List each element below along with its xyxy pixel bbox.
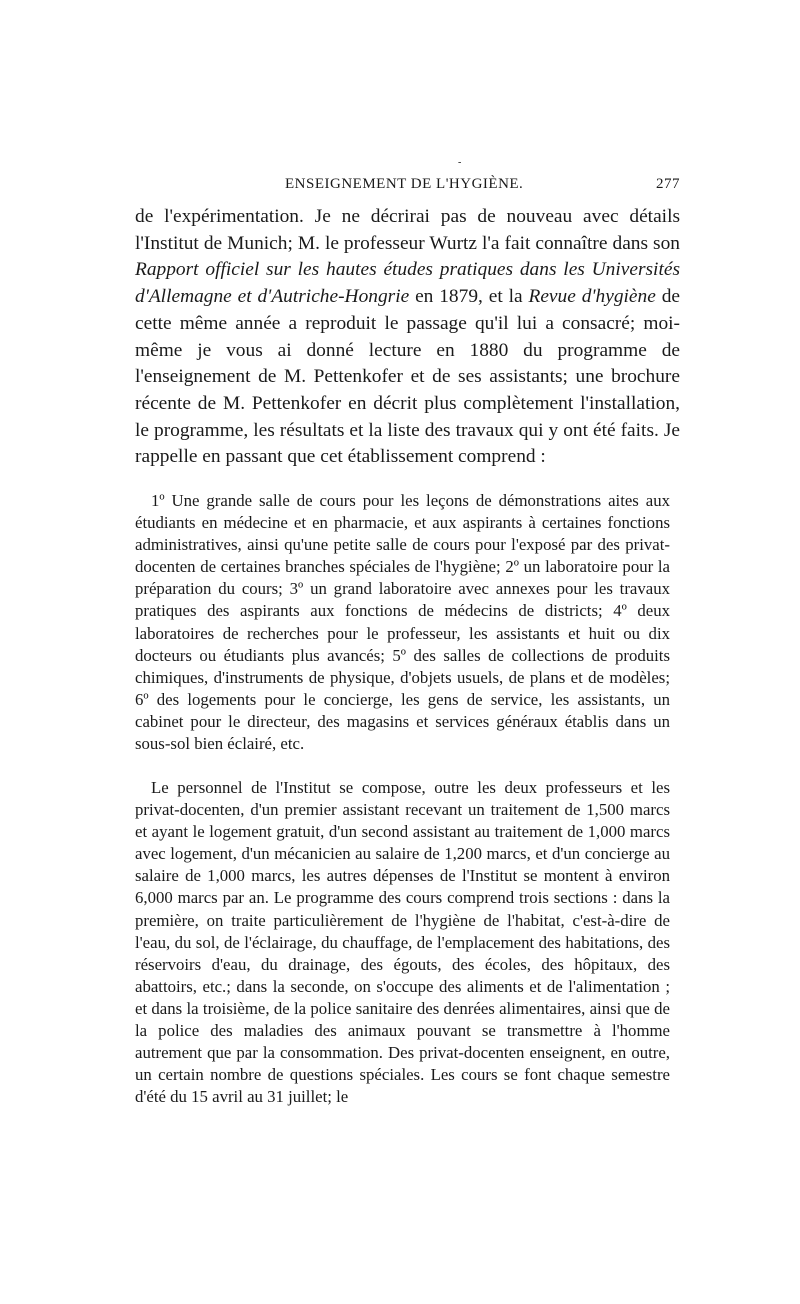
p1-italic-revue-title: Revue d'hygiène xyxy=(528,286,656,308)
top-mark: - xyxy=(458,157,462,168)
running-header xyxy=(135,176,680,198)
paragraph-list-rooms: 1º Une grande salle de cours pour les leçons de démonstrations aites aux étudiants en médecine et en pharmacie, et aux aspirants à certaines fonctions administratives, ainsi qu'une petite salle de cours pour l'exposé par des privat-docenten de certaines branches spéciales de l'hygiène; 2º un laboratoire pour la préparation du cours; 3º un grand laboratoire avec annexes pour les travaux pratiques des aspirants aux fonctions de médecins de districts; 4º deux laboratoires de recherches pour le professeur, les assistants et huit ou dix docteurs ou étudiants plus avancés; 5º des salles de collections de produits chimiques, d'instruments de physique, d'objets usuels, de plans et de modèles; 6º des logements pour le concierge, les gens de service, les assistants, un cabinet pour le directeur, des magasins et services généraux établis dans un sous-sol bien éclairé, etc. xyxy=(135,491,670,754)
p1-italic-report-title: Rapport officiel sur les hautes études pratiques dans les Universités d'Allemagne et d'Autriche-Hongrie xyxy=(135,259,680,308)
paragraph-intro xyxy=(135,204,680,471)
p1-text-b: en 1879, et la xyxy=(409,286,529,308)
running-head-title: ENSEIGNEMENT DE L'HYGIÈNE. xyxy=(285,176,524,192)
p1-text-a: de l'expérimentation. Je ne décrirai pas de nouveau avec détails l'Institut de Munich; M. le professeur Wurtz l'a fait connaître dans son xyxy=(135,206,680,254)
paragraph-personnel: Le personnel de l'Institut se compose, outre les deux professeurs et les privat-docenten, d'un premier assistant recevant un traitement de 1,500 marcs et ayant le logement gratuit, d'un second assistant au traitement de 1,000 marcs avec logement, d'un mécanicien au salaire de 1,200 marcs, et d'un concierge au salaire de 1,000 marcs, les autres dépenses de l'Institut se montent à environ 6,000 marcs par an. Le programme des cours comprend trois sections : dans la première, on traite particulièrement de l'hygiène de l'habitat, c'est-à-dire de l'eau, du sol, de l'éclairage, du chauffage, de l'emplacement des habitations, des réservoirs d'eau, du drainage, des égouts, des écoles, des hôpitaux, des abattoirs, etc.; dans la seconde, on s'occupe des aliments et de l'alimentation ; et dans la troisième, de la police sanitaire des denrées alimentaires, ainsi que de la police des maladies des animaux pouvant se transmettre à l'homme autrement que par la consommation. Des privat-docenten enseignent, en outre, un certain nombre de questions spéciales. Les cours se font chaque semestre d'été du 15 avril au 31 juillet; le xyxy=(135,778,670,1107)
page-number: 277 xyxy=(656,176,680,192)
p1-text-c: de cette même année a reproduit le passage qu'il lui a consacré; moi-même je vous ai donné lecture en 1880 du programme de l'enseignement de M. Pettenkofer et de ses assistants; une brochure récente de M. Pettenkofer en décrit plus complètement l'installation, le programme, les résultats et la liste des travaux qui y ont été faits. Je rappelle en passant que cet établissement comprend : xyxy=(135,286,681,468)
